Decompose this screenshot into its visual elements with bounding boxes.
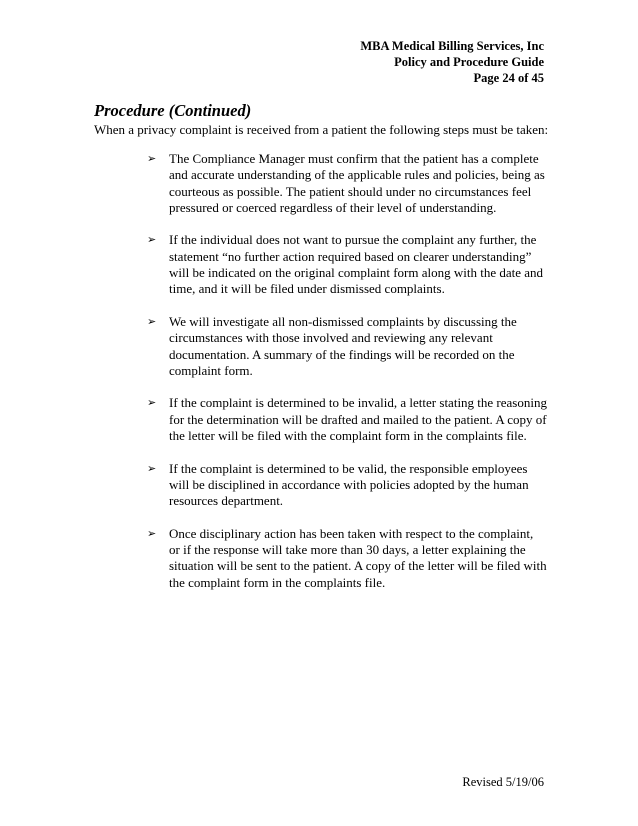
revision-date: Revised 5/19/06 <box>462 775 544 789</box>
arrow-bullet-icon: ➢ <box>147 314 157 328</box>
arrow-bullet-icon: ➢ <box>147 233 157 247</box>
procedure-steps <box>147 151 547 607</box>
arrow-bullet-icon: ➢ <box>147 526 157 540</box>
procedure-step <box>147 395 547 444</box>
procedure-step <box>147 151 547 216</box>
arrow-bullet-icon: ➢ <box>147 461 157 475</box>
procedure-step <box>147 314 547 379</box>
step-text: We will investigate all non-dismissed complaints by discussing the circumstances with those involved and reviewing any relevant documentation. A summary of the findings will be recorded on the complaint form. <box>169 313 517 378</box>
page-number: Page 24 of 45 <box>473 71 544 85</box>
section-title: Procedure (Continued) <box>94 101 252 120</box>
company-name: MBA Medical Billing Services, Inc <box>360 39 544 53</box>
procedure-step <box>147 461 547 510</box>
arrow-bullet-icon: ➢ <box>147 152 157 165</box>
step-text: Once disciplinary action has been taken with respect to the complaint, or if the response will take more than 30 days, a letter explaining the situation will be sent to the patient. A copy of the letter will be filed with the complaint form in the complaints file. <box>169 525 547 590</box>
section-intro: When a privacy complaint is received from a patient the following steps must be taken: <box>94 122 549 137</box>
procedure-step <box>147 232 547 297</box>
procedure-step <box>147 526 547 591</box>
step-text: If the complaint is determined to be valid, the responsible employees will be disciplined in accordance with policies adopted by the human resources department. <box>169 460 529 509</box>
step-text: If the complaint is determined to be invalid, a letter stating the reasoning for the determination will be drafted and mailed to the patient. A copy of the letter will be filed with the complaint form in the complaints file. <box>169 395 547 444</box>
step-text: The Compliance Manager must confirm that the patient has a complete and accurate understanding of the applicable rules and policies, being as courteous as possible. The patient should under no circumstances feel pressured or coerced regardless of their level of understanding. <box>169 151 545 215</box>
document-title: Policy and Procedure Guide <box>394 55 544 69</box>
arrow-bullet-icon: ➢ <box>147 396 157 410</box>
step-text: If the individual does not want to pursue the complaint any further, the statement “no further action required based on clearer understanding” will be indicated on the original complaint form along with the date and time, and it will be filed under dismissed complaints. <box>169 232 544 297</box>
page-header <box>360 38 544 86</box>
